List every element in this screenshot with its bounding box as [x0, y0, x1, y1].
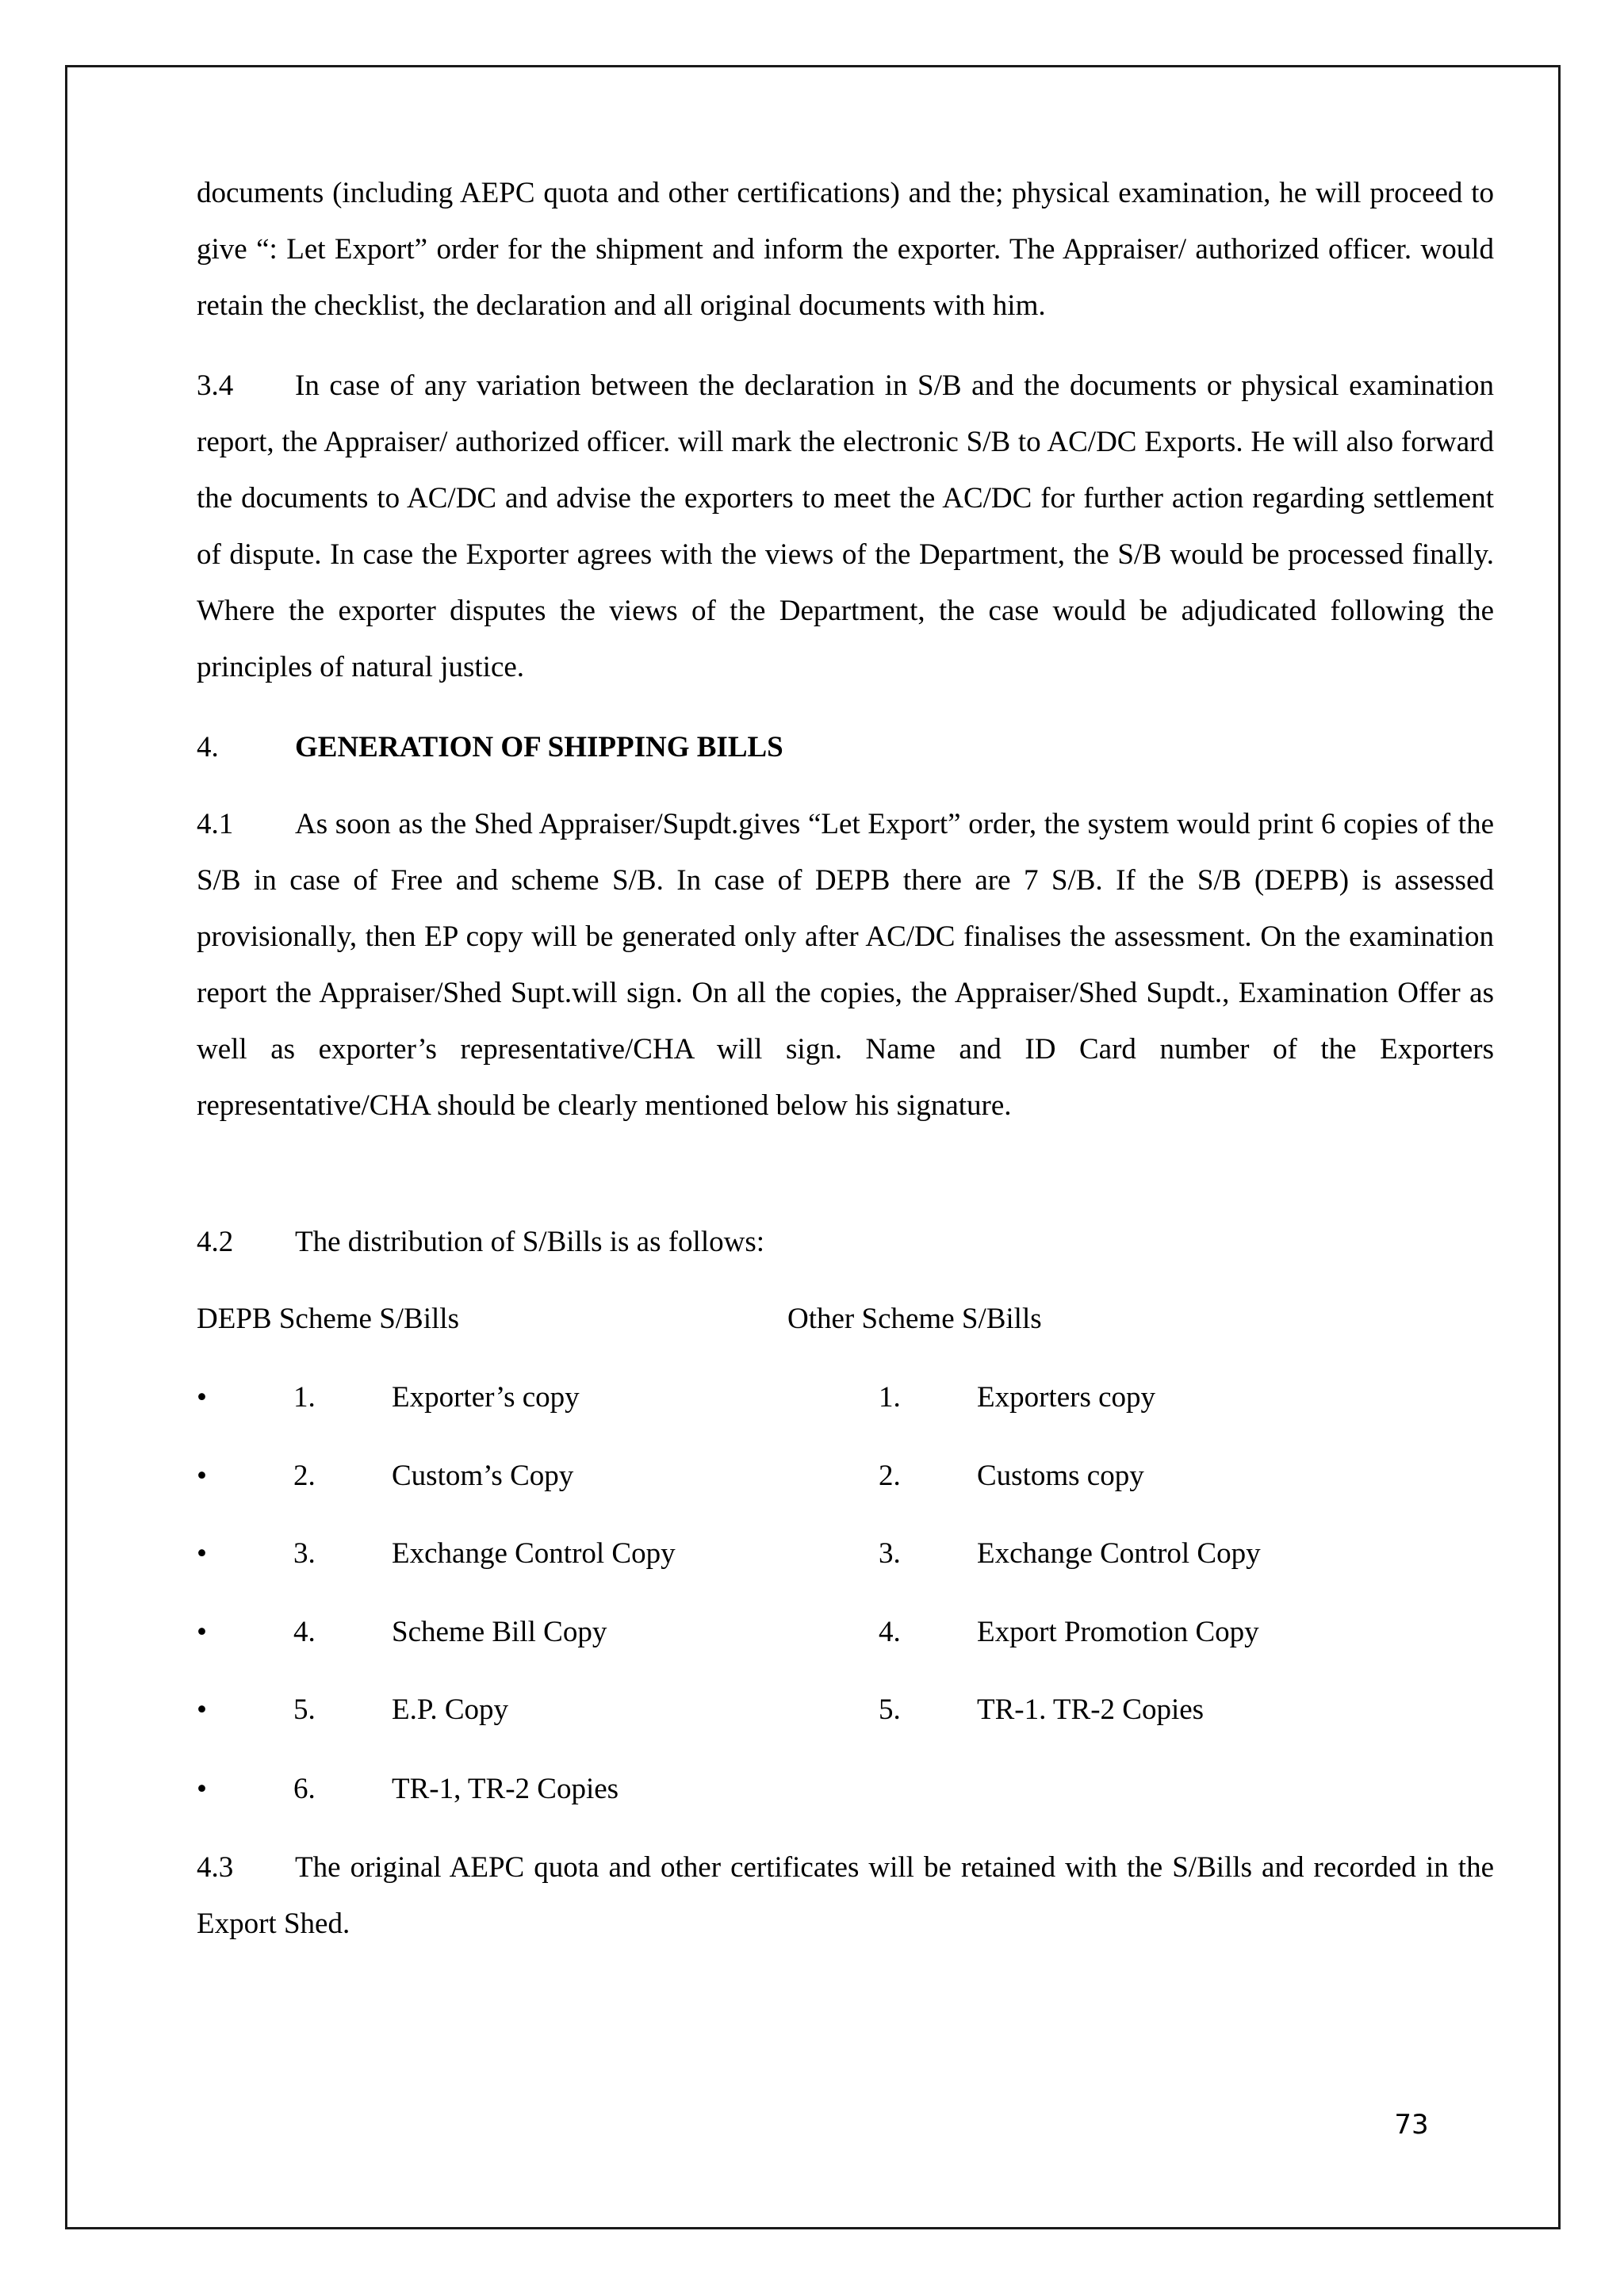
depb-column-title: DEPB Scheme S/Bills	[197, 1303, 459, 1335]
depb-item-text: Exchange Control Copy	[392, 1537, 676, 1570]
paragraph-3-4	[197, 358, 1494, 695]
bullet: •	[197, 1460, 207, 1492]
intro-paragraph: documents (including AEPC quota and other certifications) and the; physical examination, he will proceed to give “: Let Export” order for the shipment and inform the exporter. The Appraiser/ authorized officer. would retain the checklist, the declaration and all original documents with him.	[197, 177, 1494, 322]
other-item-number: 4.	[879, 1616, 901, 1648]
list-item	[0, 1369, 1624, 1425]
paragraph-number: 4.3	[197, 1851, 234, 1884]
paragraph-text: In case of any variation between the declaration in S/B and the documents or physical examination report, the Appraiser/ authorized officer. will mark the electronic S/B to AC/DC Exports. He will also forward the documents to AC/DC and advise the exporters to meet the AC/DC for further action regarding settlement of dispute. In case the Exporter agrees with the views of the Department, the S/B would be processed finally. Where the exporter disputes the views of the Department, the case would be adjudicated following the principles of natural justice.	[197, 369, 1494, 683]
depb-item-number: 1.	[293, 1381, 316, 1414]
list-item	[0, 1682, 1624, 1738]
depb-item-text: Scheme Bill Copy	[392, 1616, 607, 1648]
paragraph-4-2	[197, 1214, 764, 1270]
paragraph-text: The distribution of S/Bills is as follows:	[295, 1226, 765, 1258]
other-item-text: Customs copy	[977, 1460, 1144, 1492]
other-item-text: Exporters copy	[977, 1381, 1156, 1414]
other-item-text: Export Promotion Copy	[977, 1616, 1259, 1648]
paragraph-4-3	[197, 1839, 1494, 1952]
paragraph-number: 3.4	[197, 369, 234, 402]
list-item	[0, 1761, 1624, 1817]
bullet: •	[197, 1537, 207, 1570]
section-heading-4	[197, 719, 783, 775]
section-number: 4.	[197, 731, 219, 763]
depb-item-number: 5.	[293, 1693, 316, 1726]
other-item-number: 2.	[879, 1460, 901, 1492]
paragraph-text: The original AEPC quota and other certificates will be retained with the S/Bills and recorded in the Export Shed.	[197, 1851, 1494, 1940]
list-item	[0, 1604, 1624, 1660]
bullet: •	[197, 1773, 207, 1805]
paragraph-text: As soon as the Shed Appraiser/Supdt.gives “Let Export” order, the system would print 6 copies of the S/B in case of Free and scheme S/B. In case of DEPB there are 7 S/B. If the S/B (DEPB) is assessed provisionally, then EP copy will be generated only after AC/DC finalises the assessment. On the examination report the Appraiser/Shed Supt.will sign. On all the copies, the Appraiser/Shed Supdt., Examination Offer as well as exporter’s representative/CHA will sign. Name and ID Card number of the Exporters representative/CHA should be clearly mentioned below his signature.	[197, 808, 1494, 1122]
section-title: GENERATION OF SHIPPING BILLS	[295, 731, 783, 763]
list-item	[0, 1525, 1624, 1582]
depb-item-number: 3.	[293, 1537, 316, 1570]
list-item	[0, 1448, 1624, 1504]
paragraph-number: 4.2	[197, 1226, 234, 1258]
depb-item-text: E.P. Copy	[392, 1693, 509, 1726]
other-item-number: 1.	[879, 1381, 901, 1414]
depb-item-number: 2.	[293, 1460, 316, 1492]
bullet: •	[197, 1616, 207, 1648]
bullet: •	[197, 1693, 207, 1726]
other-column-title: Other Scheme S/Bills	[787, 1303, 1042, 1335]
depb-item-text: Custom’s Copy	[392, 1460, 574, 1492]
other-item-number: 5.	[879, 1693, 901, 1726]
bullet: •	[197, 1381, 207, 1414]
paragraph-number: 4.1	[197, 808, 234, 840]
depb-item-text: TR-1, TR-2 Copies	[392, 1773, 619, 1805]
other-item-text: TR-1. TR-2 Copies	[977, 1693, 1205, 1726]
page-number: 73	[1394, 2109, 1429, 2141]
other-item-number: 3.	[879, 1537, 901, 1570]
depb-item-text: Exporter’s copy	[392, 1381, 580, 1414]
other-item-text: Exchange Control Copy	[977, 1537, 1261, 1570]
paragraph-4-1	[197, 796, 1494, 1134]
depb-item-number: 6.	[293, 1773, 316, 1805]
depb-item-number: 4.	[293, 1616, 316, 1648]
